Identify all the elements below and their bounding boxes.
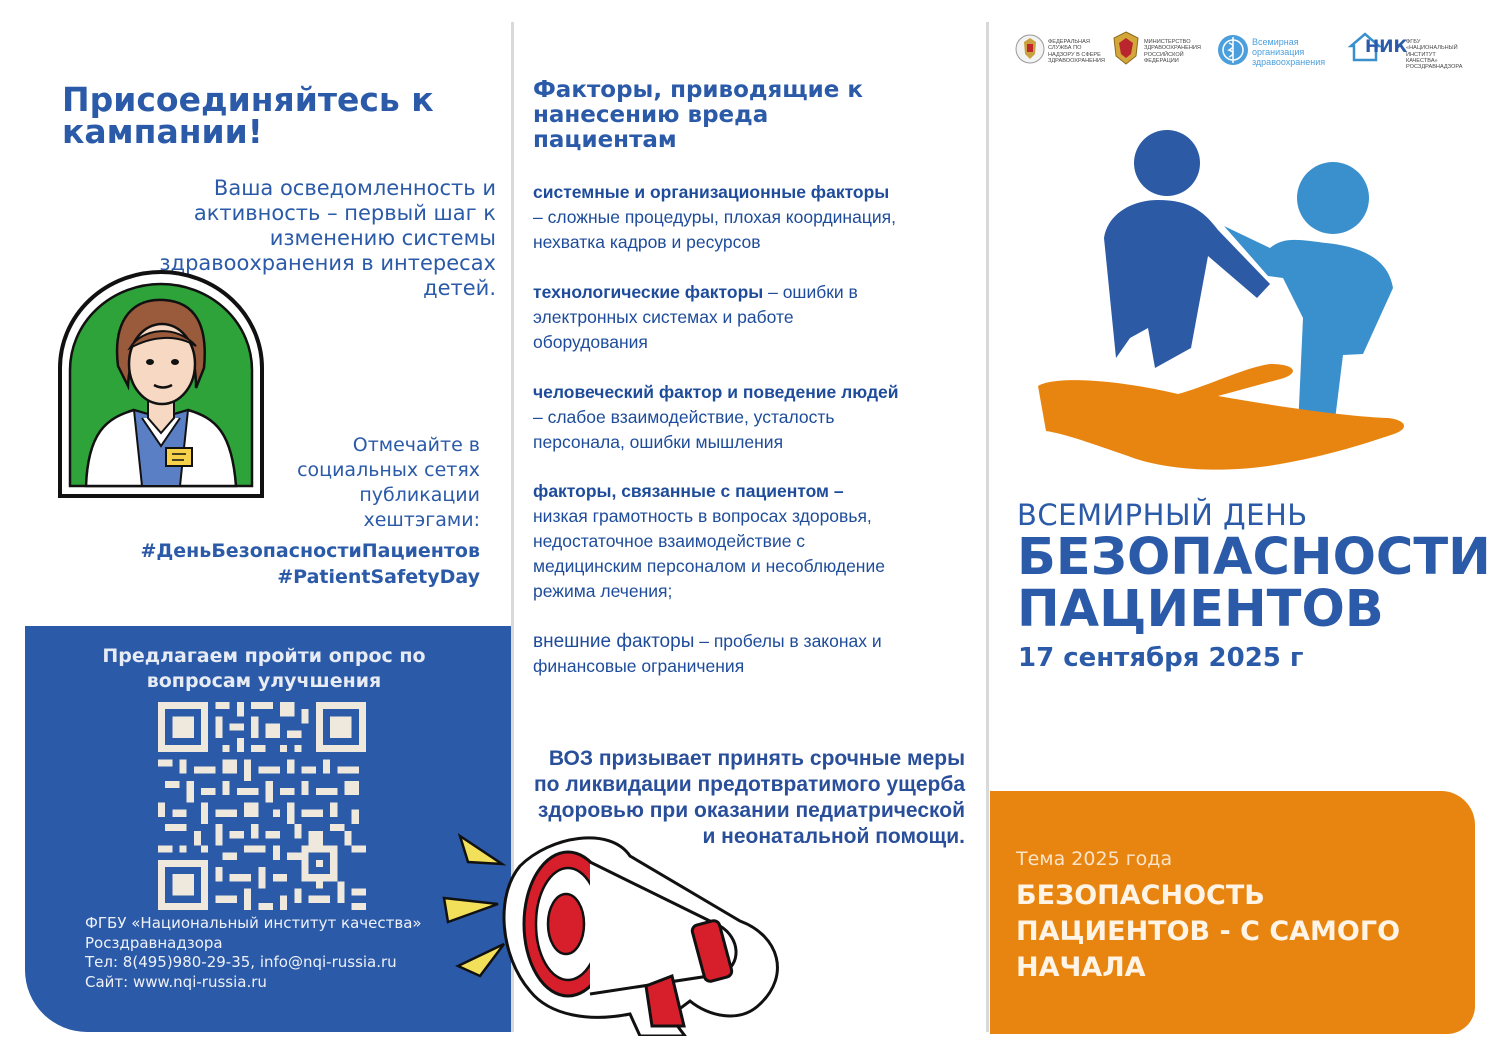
ministry-emblem-icon — [1111, 30, 1141, 66]
factor-text: низкая грамотность в вопросах здоровья, недостаточное взаимодействие с медицинским персоналом и несоблюдение режима лечения; — [533, 506, 885, 601]
factor-item — [533, 380, 913, 455]
logo-ministry-text: МИНИСТЕРСТВО ЗДРАВООХРАНЕНИЯ РОССИЙСКОЙ ФЕДЕРАЦИИ — [1144, 39, 1201, 64]
contact-phone-email[interactable]: Тел: 8(495)980-29-35, info@nqi-russia.ru — [85, 953, 397, 972]
campaign-logo-people-hand — [1038, 128, 1428, 478]
day-title-word1: БЕЗОПАСНОСТИ — [1017, 528, 1491, 587]
logo-nqi-text: ФГБУ «НАЦИОНАЛЬНЫЙ ИНСТИТУТ КАЧЕСТВА» РОСЗДРАВНАДЗОРА — [1406, 39, 1463, 71]
qr-code[interactable] — [158, 702, 366, 910]
awareness-text: Ваша осведомленность и активность – первый шаг к изменению системы здравоохранения в интересах детей. — [159, 176, 496, 300]
factors-title: Факторы, приводящие к нанесению вреда пациентам — [533, 77, 864, 153]
factor-text: – ошибки в электронных системах и работе оборудования — [533, 282, 858, 352]
contact-org: ФГБУ «Национальный институт качества» — [85, 914, 422, 932]
who-call-to-action: ВОЗ призывает принять срочные меры по ликвидации предотвратимого ущерба здоровью при оказании педиатрической и неонатальной помощи. — [534, 747, 965, 848]
factor-item — [533, 180, 913, 255]
factor-head: технологические факторы — [533, 282, 764, 302]
factor-item — [533, 629, 913, 679]
social-prompt: Отмечайте в социальных сетях публикации хештэгами: — [297, 434, 480, 531]
factor-text: – пробелы в законах и финансовые ограничения — [533, 631, 882, 676]
survey-title: Предлагаем пройти опрос по вопросам улучшения — [102, 645, 426, 692]
contact-dept: Росздравнадзора — [85, 933, 223, 952]
day-title-main — [1017, 528, 1491, 639]
partner-logos — [1015, 30, 1465, 71]
factor-head: внешние факторы — [533, 631, 695, 652]
event-date: 17 сентября 2025 г — [1018, 643, 1304, 673]
logo-roszdravnadzor-text: ФЕДЕРАЛЬНАЯ СЛУЖБА ПО НАДЗОРУ В СФЕРЕ ЗДРАВООХРАНЕНИЯ — [1048, 39, 1105, 64]
contact-block — [85, 914, 445, 992]
logo-who-text: Всемирная организация здравоохранения — [1252, 37, 1326, 67]
contact-website[interactable]: Сайт: www.nqi-russia.ru — [85, 972, 267, 991]
hashtag-en: #PatientSafetyDay — [277, 566, 480, 588]
who-emblem-icon — [1216, 33, 1250, 67]
factor-text: – сложные процедуры, плохая координация, нехватка кадров и ресурсов — [533, 207, 896, 252]
hashtag-ru: #ДеньБезопасностиПациентов — [140, 540, 480, 562]
factor-head: системные и организационные факторы — [533, 182, 890, 202]
roszdravnadzor-emblem-icon — [1015, 32, 1045, 66]
factor-text: – слабое взаимодействие, усталость персонала, ошибки мышления — [533, 407, 835, 452]
logo-nqi-mark: НИК — [1365, 37, 1408, 57]
hashtags — [110, 538, 480, 590]
factor-head: факторы, связанные с пациентом – — [533, 481, 844, 501]
factor-item — [533, 479, 913, 604]
doctor-illustration — [56, 268, 266, 500]
day-title-word2: ПАЦИЕНТОВ — [1017, 580, 1384, 639]
factor-head: человеческий фактор и поведение людей — [533, 382, 899, 402]
campaign-join-title: Присоединяйтесь к кампании! — [62, 80, 434, 151]
day-title-line1: ВСЕМИРНЫЙ ДЕНЬ — [1017, 498, 1308, 532]
megaphone-illustration — [440, 826, 805, 1036]
fold-divider-2 — [986, 22, 989, 1032]
factor-item — [533, 280, 913, 355]
theme-label: Тема 2025 года — [1016, 848, 1173, 870]
theme-text: БЕЗОПАСНОСТЬ ПАЦИЕНТОВ - С САМОГО НАЧАЛА — [1016, 880, 1401, 983]
